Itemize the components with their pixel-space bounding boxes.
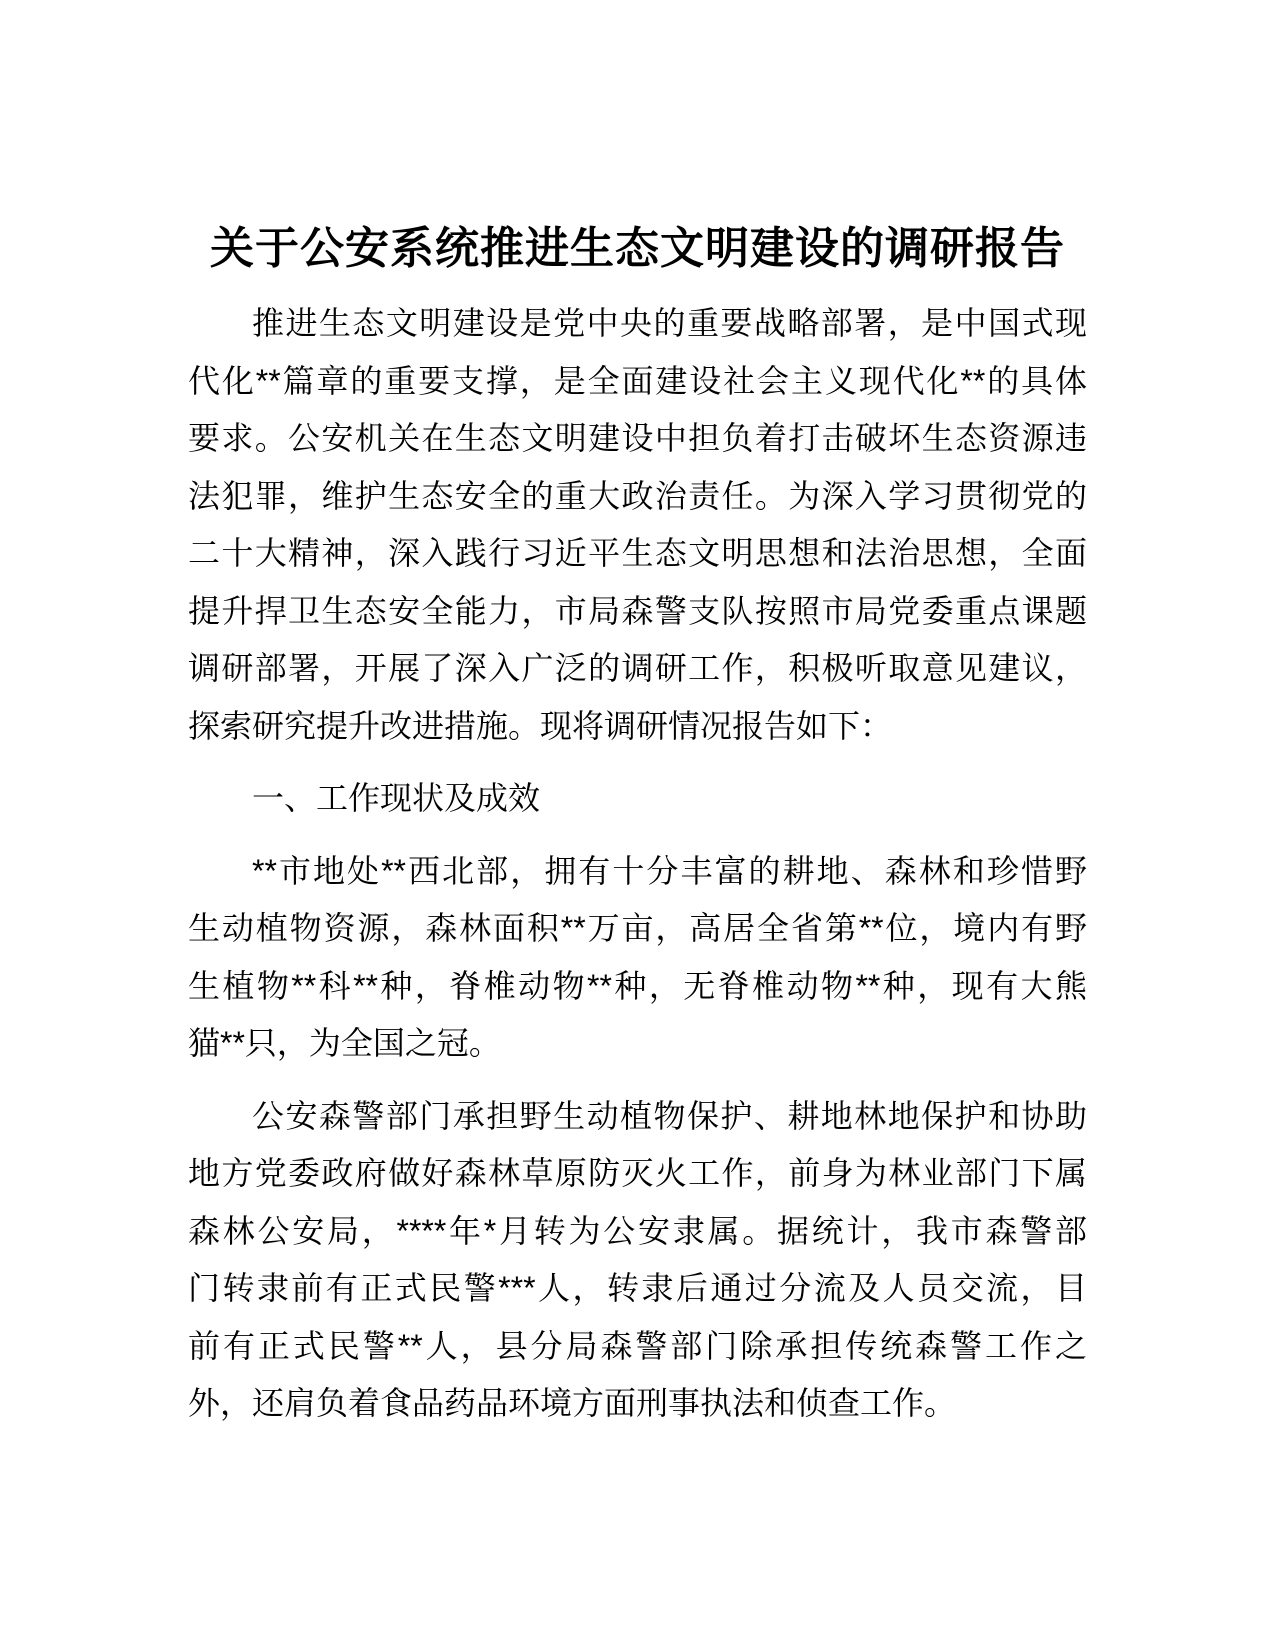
paragraph-line: 二十大精神，深入践行习近平生态文明思想和法治思想，全面 [188, 535, 1087, 571]
paragraph-line: **市地处**西北部，拥有十分丰富的耕地、森林和珍惜野 [252, 852, 1087, 889]
paragraph-line: 地方党委政府做好森林草原防灭火工作，前身为林业部门下属 [188, 1155, 1087, 1191]
paragraph-line: 猫**只，为全国之冠。 [188, 1025, 501, 1061]
paragraph-line: 门转隶前有正式民警***人，转隶后通过分流及人员交流，目 [188, 1270, 1087, 1306]
document-title: 关于公安系统推进生态文明建设的调研报告 [210, 224, 1065, 273]
document-body [188, 295, 1087, 1433]
section-heading: 一、工作现状及成效 [252, 780, 541, 816]
paragraph-line: 生动植物资源，森林面积**万亩，高居全省第**位，境内有野 [188, 910, 1087, 946]
paragraph-line: 生植物**科**种，脊椎动物**种，无脊椎动物**种，现有大熊 [188, 967, 1087, 1004]
paragraph [188, 1088, 1087, 1433]
paragraph [188, 843, 1087, 1073]
paragraph [188, 295, 1087, 755]
paragraph-line: 森林公安局，****年*月转为公安隶属。据统计，我市森警部 [188, 1212, 1087, 1249]
paragraph-line: 前有正式民警**人，县分局森警部门除承担传统森警工作之 [188, 1327, 1087, 1364]
paragraph-line: 公安森警部门承担野生动植物保护、耕地林地保护和协助 [252, 1097, 1087, 1134]
paragraph-line: 调研部署，开展了深入广泛的调研工作，积极听取意见建议， [188, 650, 1087, 686]
paragraph-line: 代化**篇章的重要支撑，是全面建设社会主义现代化**的具体 [188, 362, 1087, 399]
paragraph-line: 法犯罪，维护生态安全的重大政治责任。为深入学习贯彻党的 [188, 477, 1087, 514]
paragraph-line: 探索研究提升改进措施。现将调研情况报告如下： [188, 707, 893, 744]
paragraph-line: 推进生态文明建设是党中央的重要战略部署，是中国式现 [252, 305, 1087, 341]
paragraph-line: 外，还肩负着食品药品环境方面刑事执法和侦查工作。 [188, 1385, 957, 1421]
paragraph-line: 要求。公安机关在生态文明建设中担负着打击破坏生态资源违 [188, 420, 1087, 456]
paragraph-line: 提升捍卫生态安全能力，市局森警支队按照市局党委重点课题 [188, 592, 1087, 629]
